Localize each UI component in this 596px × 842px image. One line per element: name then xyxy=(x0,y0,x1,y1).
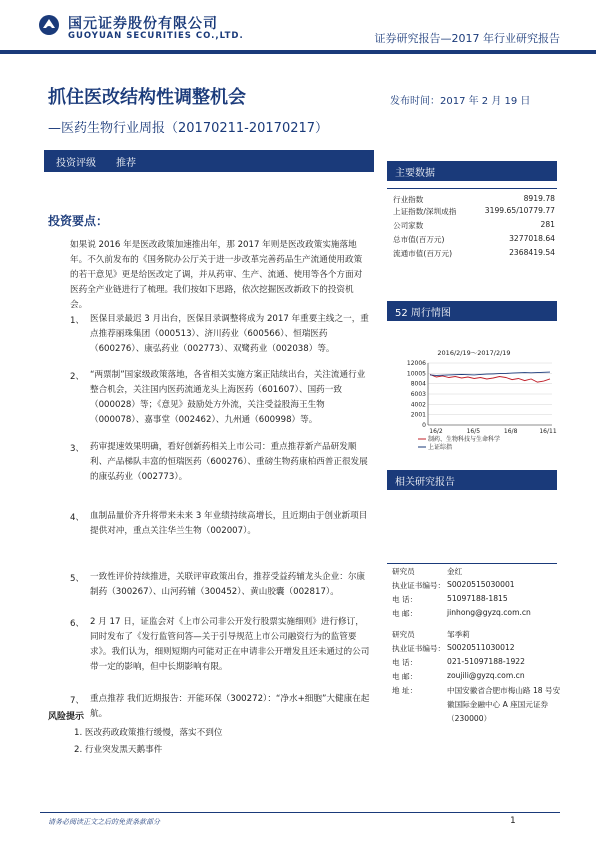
report-title: 抓住医改结构性调整机会 xyxy=(48,87,246,108)
disclaimer-note: 请务必阅读正文之后的免责条款部分 xyxy=(48,818,160,826)
item-text: 血制品量价齐升将带来未来 3 年业绩持续高增长，且近期由于创业新项目提供对冲，重点关注华兰生物（002007）。 xyxy=(90,511,368,536)
key-data-label: 行业指数 xyxy=(393,195,424,204)
chart-title: 2016/2/19～2017/2/19 xyxy=(437,349,511,357)
tel: 021-51097188-1922 xyxy=(447,657,525,666)
item-num: 6、 xyxy=(70,619,85,629)
company-name-cn: 国元证券股份有限公司 xyxy=(68,16,218,32)
y-tick-label: 6003 xyxy=(410,391,426,398)
key-data-row xyxy=(393,248,555,259)
item-text: 一致性评价持续推进，关联评审政策出台，推荐受益药辅龙头企业：尔康制药（300267）、山河药辅（300452）、黄山胶囊（002817）。 xyxy=(90,572,366,597)
item-text: 重点推荐 我们近期报告：开能环保（300272）：“净水+细胞”大健康在起航。 xyxy=(90,694,370,719)
email[interactable]: zoujili@gyzq.com.cn xyxy=(447,671,525,680)
related-heading: 相关研究报告 xyxy=(395,477,455,488)
report-type: 证券研究报告—2017 年行业研究报告 xyxy=(374,32,560,45)
item-num: 5、 xyxy=(70,574,85,584)
item-text: “两票制”国家级政策落地，各省相关实施方案正陆续出台，关注流通行业整合机会，关注国内医药流通龙头上海医药（601607）、国药一致（000028）等；《意见》鼓励处方外流，关注受益股海王生物（000078）、嘉事堂（002462）、九州通（600998）等。 xyxy=(90,370,366,425)
address-line: （230000） xyxy=(447,714,492,723)
key-data-label: 总市值(百万元) xyxy=(393,235,445,244)
key-data-row xyxy=(393,194,555,205)
risk-heading: 风险提示 xyxy=(48,712,85,722)
risk-item: 1. 医改药政政策推行缓慢，落实不到位 xyxy=(74,728,223,738)
divider xyxy=(387,563,557,564)
analyst-role: 研究员 xyxy=(392,630,415,639)
rating-label: 投资评级 xyxy=(56,158,96,169)
tel: 51097188-1815 xyxy=(447,594,508,603)
key-data-row xyxy=(393,234,555,245)
address-label: 地 址： xyxy=(392,686,418,695)
analyst-name: 邹季莉 xyxy=(447,630,470,639)
y-tick-label: 12006 xyxy=(406,360,426,367)
y-tick-label: 8004 xyxy=(410,380,426,388)
item-num: 1、 xyxy=(70,316,85,326)
y-tick-label: 10005 xyxy=(406,370,426,378)
company-logo-icon xyxy=(38,14,60,36)
legend-label: 制药、生物科技与生命科学 xyxy=(428,436,501,443)
key-data-label: 公司家数 xyxy=(393,221,424,230)
item-num: 4、 xyxy=(70,513,85,523)
legend-label: 上证综指 xyxy=(428,444,453,451)
key-data-heading: 主要数据 xyxy=(395,168,435,179)
key-data-row xyxy=(393,220,555,231)
report-subtitle: —医药生物行业周报（20170211-20170217） xyxy=(48,121,329,136)
tel-label: 电 话： xyxy=(392,658,418,667)
company-name-en: GUOYUAN SECURITIES CO.,LTD. xyxy=(68,31,244,41)
y-tick-label: 2001 xyxy=(410,411,426,419)
header-divider xyxy=(0,50,596,54)
chart-header xyxy=(387,301,557,321)
x-tick-label: 16/8 xyxy=(503,428,518,435)
mail-label: 电 邮： xyxy=(392,672,418,681)
y-tick-label: 4002 xyxy=(410,401,426,409)
item-num: 2、 xyxy=(70,372,85,382)
key-data-value: 3277018.64 xyxy=(509,234,555,243)
tel-label: 电 话： xyxy=(392,595,418,604)
analyst-role: 研究员 xyxy=(392,567,415,576)
key-data-value: 3199.65/10779.77 xyxy=(484,206,555,215)
x-tick-label: 16/5 xyxy=(466,428,481,435)
cert-number: S0020511030012 xyxy=(447,643,515,652)
item-text: 医保目录最迟 3 月出台，医保目录调整将成为 2017 年重要主线之一，重点推荐丽珠集团（000513）、济川药业（600566）、恒瑞医药（600276）、康弘药业（002773）、双鹭药业（002038）等。 xyxy=(90,314,369,354)
key-data-row xyxy=(393,206,555,217)
page-number: 1 xyxy=(510,816,516,826)
related-header xyxy=(387,470,557,490)
publish-date: 发布时间：2017 年 2 月 19 日 xyxy=(390,96,531,107)
item-text: 药审提速效果明确，看好创新药相关上市公司：重点推荐新产品研发顺利、产品梯队丰富的恒瑞医药（600276）、重磅生物药康柏西普正很发展的康弘药业（002773）。 xyxy=(90,442,368,482)
analyst-name: 金红 xyxy=(447,567,463,576)
address-line: 中国安徽省合肥市梅山路 18 号安 xyxy=(447,686,561,695)
email[interactable]: jinhong@gyzq.com.cn xyxy=(447,608,531,617)
cert-label: 执业证书编号： xyxy=(392,581,446,590)
series-line xyxy=(430,372,550,375)
key-data-value: 8919.78 xyxy=(523,194,555,203)
investment-heading: 投资要点： xyxy=(48,214,109,228)
key-data-label: 上证指数/深圳成指 xyxy=(393,207,457,216)
chart-heading: 52 周行情图 xyxy=(395,308,451,319)
footer-divider xyxy=(40,812,560,813)
key-data-header xyxy=(387,161,557,181)
cert-number: S0020515030001 xyxy=(447,580,515,589)
mail-label: 电 邮： xyxy=(392,609,418,618)
y-tick-label: 0 xyxy=(422,422,426,429)
address-line: 徽国际金融中心 A 座国元证券 xyxy=(447,700,549,709)
rating-value: 推荐 xyxy=(116,158,136,169)
key-data-value: 281 xyxy=(540,220,555,229)
intro-paragraph: 如果说 2016 年是医改政策加速推出年，那 2017 年则是医改政策实施落地年。不久前发布的《国务院办公厅关于进一步改革完善药品生产流通使用政策的若干意见》更是给医改定了调，并从药审、生产、流通、使用等各个方面对医药全产业链进行了梳理。我们按如下思路，依次挖掘医改新政下的投资机会。 xyxy=(70,240,363,310)
item-text: 2 月 17 日，证监会对《上市公司非公开发行股票实施细则》进行修订，同时发布了《发行监管问答—关于引导规范上市公司融资行为的监管要求》。我们认为，细则短期内可能对正在申请非公开增发且还未通过的公司带一定的影响，但中长期影响有限。 xyxy=(90,617,370,672)
risk-item: 2. 行业突发黑天鹅事件 xyxy=(74,745,163,755)
x-tick-label: 16/11 xyxy=(539,428,557,435)
price-chart xyxy=(392,345,557,475)
item-num: 7、 xyxy=(70,696,85,706)
divider xyxy=(387,188,557,189)
series-line xyxy=(430,374,550,382)
item-num: 3、 xyxy=(70,444,85,454)
x-tick-label: 16/2 xyxy=(429,428,443,435)
key-data-label: 流通市值(百万元) xyxy=(393,249,453,258)
rating-bar xyxy=(44,150,374,172)
cert-label: 执业证书编号： xyxy=(392,644,446,653)
key-data-value: 2368419.54 xyxy=(509,248,555,257)
